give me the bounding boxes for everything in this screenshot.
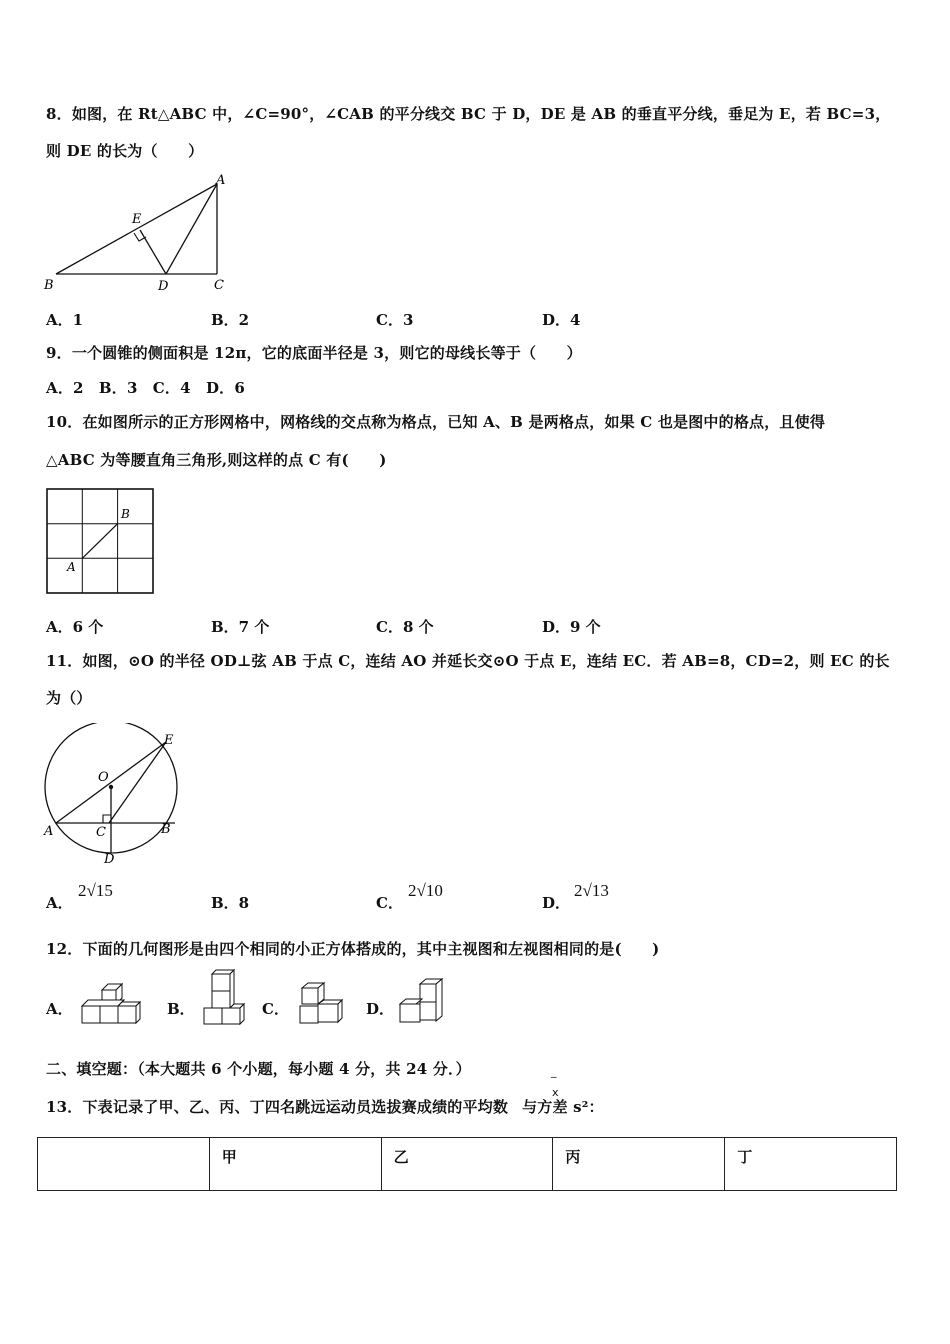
q12-option-a: A． xyxy=(46,1000,73,1018)
q11-label-A: A xyxy=(44,824,54,839)
q11-text-line1: 11．如图，⊙O 的半径 OD⊥弦 AB 于点 C，连结 AO 并延长交⊙O 于点 E，连结 EC．若 AB=8，CD=2，则 EC 的长 xyxy=(46,652,890,670)
q8-option-a: A．1 xyxy=(46,311,84,329)
q10-grid-figure xyxy=(45,487,157,601)
q8-label-D: D xyxy=(158,279,169,294)
q11-label-B: B xyxy=(161,822,171,837)
q12-cube-figure-c xyxy=(296,982,346,1032)
q8-label-A: A xyxy=(216,173,226,188)
q13-xbar-line: ‾ xyxy=(551,1075,557,1088)
q8-text-line2: 则 DE 的长为（ ） xyxy=(46,142,204,160)
q11-option-b: B．8 xyxy=(211,894,250,912)
q12-cube-figure-b xyxy=(200,968,246,1030)
q11-option-c-letter: C． xyxy=(376,894,403,912)
q10-label-A: A xyxy=(67,560,76,574)
q10-label-B: B xyxy=(121,507,130,521)
q10-option-b: B．7 个 xyxy=(211,618,270,636)
q11-option-d-letter: D． xyxy=(542,894,571,912)
q8-option-b: B．2 xyxy=(211,311,250,329)
q13-text-before: 13．下表记录了甲、乙、丙、丁四名跳远运动员选拔赛成绩的平均数 xyxy=(46,1098,509,1116)
q12-text: 12．下面的几何图形是由四个相同的小正方体搭成的，其中主视图和左视图相同的是( ) xyxy=(46,940,660,958)
q12-option-c: C． xyxy=(262,1000,289,1018)
q8-text-line1: 8．如图，在 Rt△ABC 中，∠C=90°，∠CAB 的平分线交 BC 于 D，DE 是 AB 的垂直平分线，垂足为 E，若 BC=3， xyxy=(46,105,891,123)
q12-option-b: B． xyxy=(167,1000,195,1018)
q11-option-d-value: 2√13 xyxy=(574,881,609,900)
q13-text xyxy=(46,1096,604,1117)
q12-cube-figure-a xyxy=(80,982,142,1030)
q13-text-after: 与方差 s²： xyxy=(522,1098,604,1116)
q9-options: A．2 B．3 C．4 D．6 xyxy=(46,379,246,397)
table-header-cell-blank xyxy=(38,1138,210,1191)
q8-label-B: B xyxy=(44,278,54,293)
q8-option-c: C．3 xyxy=(376,311,414,329)
q9-text: 9．一个圆锥的侧面积是 12π，它的底面半径是 3，则它的母线长等于（ ） xyxy=(46,344,582,362)
table-header-cell-bing: 丙 xyxy=(553,1138,725,1191)
q12-cube-figure-d xyxy=(396,978,446,1030)
q10-text-line2: △ABC 为等腰直角三角形,则这样的点 C 有( ) xyxy=(46,451,387,469)
q10-option-a: A．6 个 xyxy=(46,618,104,636)
q11-option-a-value: 2√15 xyxy=(78,881,113,900)
q11-circle-figure xyxy=(40,723,190,872)
q11-option-a-letter: A． xyxy=(46,894,73,912)
table-header-cell-jia: 甲 xyxy=(209,1138,381,1191)
table-row xyxy=(38,1138,897,1191)
q13-score-table xyxy=(37,1137,897,1191)
q11-text-line2: 为（） xyxy=(46,689,92,707)
table-header-cell-yi: 乙 xyxy=(381,1138,553,1191)
q8-label-E: E xyxy=(132,212,142,227)
q10-option-c: C．8 个 xyxy=(376,618,434,636)
q8-figure xyxy=(40,172,240,301)
q10-text-line1: 10．在如图所示的正方形网格中，网格线的交点称为格点，已知 A、B 是两格点，如果 C 也是图中的格点，且使得 xyxy=(46,413,826,431)
table-header-cell-ding: 丁 xyxy=(725,1138,897,1191)
q12-option-d: D． xyxy=(366,1000,395,1018)
q11-label-C: C xyxy=(96,825,106,840)
q13-xbar-symbol: x xyxy=(552,1086,559,1099)
q8-label-C: C xyxy=(214,278,224,293)
q10-option-d: D．9 个 xyxy=(542,618,601,636)
section2-heading: 二、填空题：（本大题共 6 个小题，每小题 4 分，共 24 分．） xyxy=(46,1060,471,1078)
q8-option-d: D．4 xyxy=(542,311,581,329)
q11-option-c-value: 2√10 xyxy=(408,881,443,900)
q11-label-O: O xyxy=(98,770,109,785)
q11-label-E: E xyxy=(164,733,174,748)
q11-label-D: D xyxy=(104,852,115,867)
